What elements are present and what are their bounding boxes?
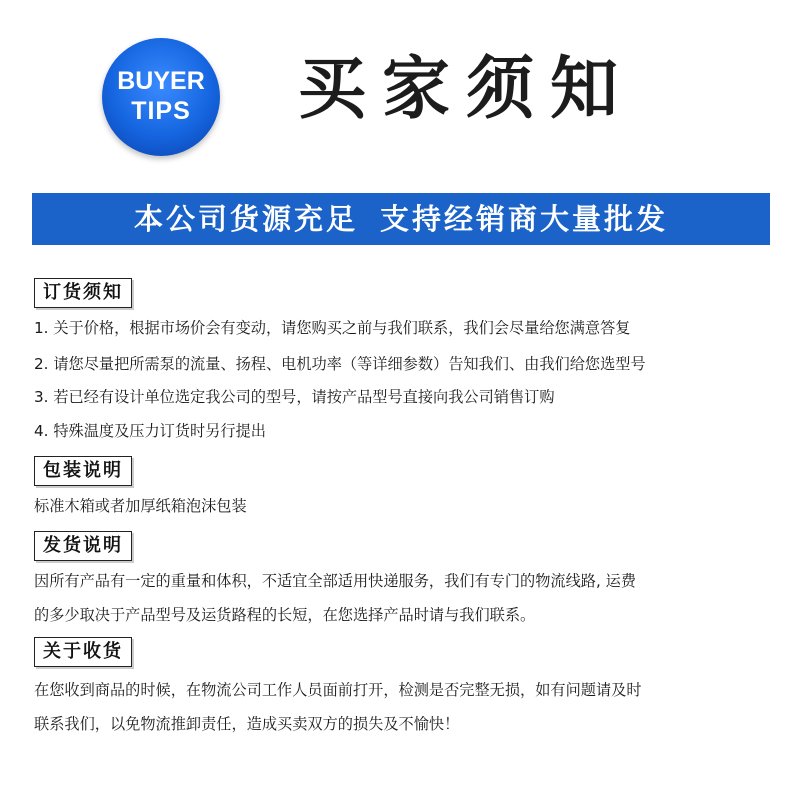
ordering-item-3: 3. 若已经有设计单位选定我公司的型号，请按产品型号直接向我公司销售订购: [34, 388, 555, 406]
ordering-item-1: 1. 关于价格，根据市场价会有变动，请您购买之前与我们联系，我们会尽量给您满意答复: [34, 319, 631, 337]
receiving-line-1: 在您收到商品的时候，在物流公司工作人员面前打开，检测是否完整无损，如有问题请及时: [34, 681, 642, 699]
section-heading-shipping: 发货说明: [34, 531, 132, 561]
page-title: 买家须知: [298, 50, 635, 129]
receiving-line-2: 联系我们，以免物流推卸责任，造成买卖双方的损失及不愉快！: [34, 715, 460, 733]
section-heading-ordering: 订货须知: [34, 278, 132, 308]
promo-banner: [32, 193, 770, 245]
ordering-item-4: 4. 特殊温度及压力订货时另行提出: [34, 422, 266, 440]
banner-text-right: 支持经销商大量批发: [380, 202, 669, 236]
badge-line-2: TIPS: [131, 97, 191, 125]
section-heading-receiving: 关于收货: [34, 637, 132, 667]
section-heading-packaging: 包装说明: [34, 456, 132, 486]
badge-line-1: BUYER: [117, 67, 205, 95]
buyer-tips-badge: [102, 38, 220, 156]
shipping-line-1: 因所有产品有一定的重量和体积，不适宜全部适用快递服务，我们有专门的物流线路, 运费: [34, 572, 636, 590]
banner-text-left: 本公司货源充足: [133, 202, 358, 236]
shipping-line-2: 的多少取决于产品型号及运货路程的长短，在您选择产品时请与我们联系。: [34, 606, 536, 624]
packaging-text: 标准木箱或者加厚纸箱泡沫包装: [34, 497, 247, 515]
ordering-item-2: 2. 请您尽量把所需泵的流量、扬程、电机功率（等详细参数）告知我们、由我们给您选型号: [34, 355, 646, 373]
